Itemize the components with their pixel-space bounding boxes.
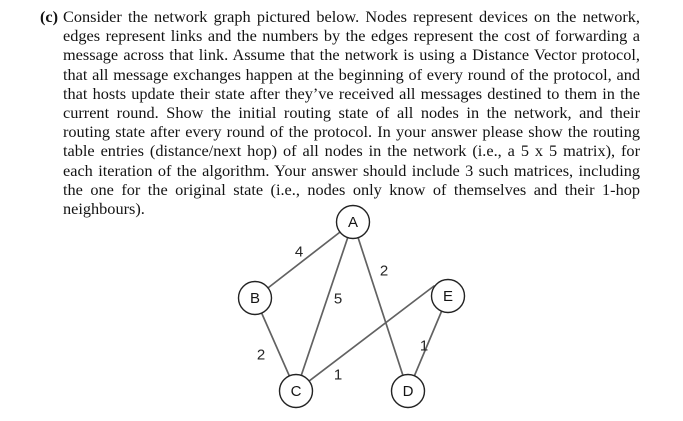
edge-cost-B-C: 2: [256, 346, 266, 364]
edge-A-C: [296, 222, 353, 391]
edge-cost-A-D: 2: [379, 262, 389, 280]
node-label-E: E: [442, 288, 454, 305]
edge-A-B: [255, 222, 353, 298]
edge-cost-D-E: 1: [419, 337, 429, 355]
edge-cost-A-C: 5: [333, 290, 343, 308]
node-label-B: B: [249, 290, 261, 307]
node-label-D: D: [402, 383, 414, 400]
node-label-C: C: [290, 383, 302, 400]
question-text: Consider the network graph pictured below. Nodes represent devices on the network, edges represent links and the numbers by the edges represent the cost of forwarding a message across that link. Assume that the network is using a Distance Vector protocol, that all message exchanges happen at the beginning of every round of the protocol, and that hosts update their state after they’ve received all messages destined to them in the current round. Show the initial routing state of all nodes in the network, and their routing state after every round of the protocol. In your answer please show the routing table entries (distance/next hop) of all nodes in the network (i.e., a 5 x 5 matrix), for each iteration of the algorithm. Your answer should include 3 such matrices, including the one for the original state (i.e., nodes only know of themselves and their 1-hop neighbours).: [63, 7, 640, 219]
node-label-A: A: [347, 214, 359, 231]
question-label: (c): [40, 7, 59, 26]
edge-cost-C-E: 1: [333, 366, 343, 384]
edge-cost-A-B: 4: [294, 243, 304, 261]
edge-A-D: [353, 222, 408, 391]
